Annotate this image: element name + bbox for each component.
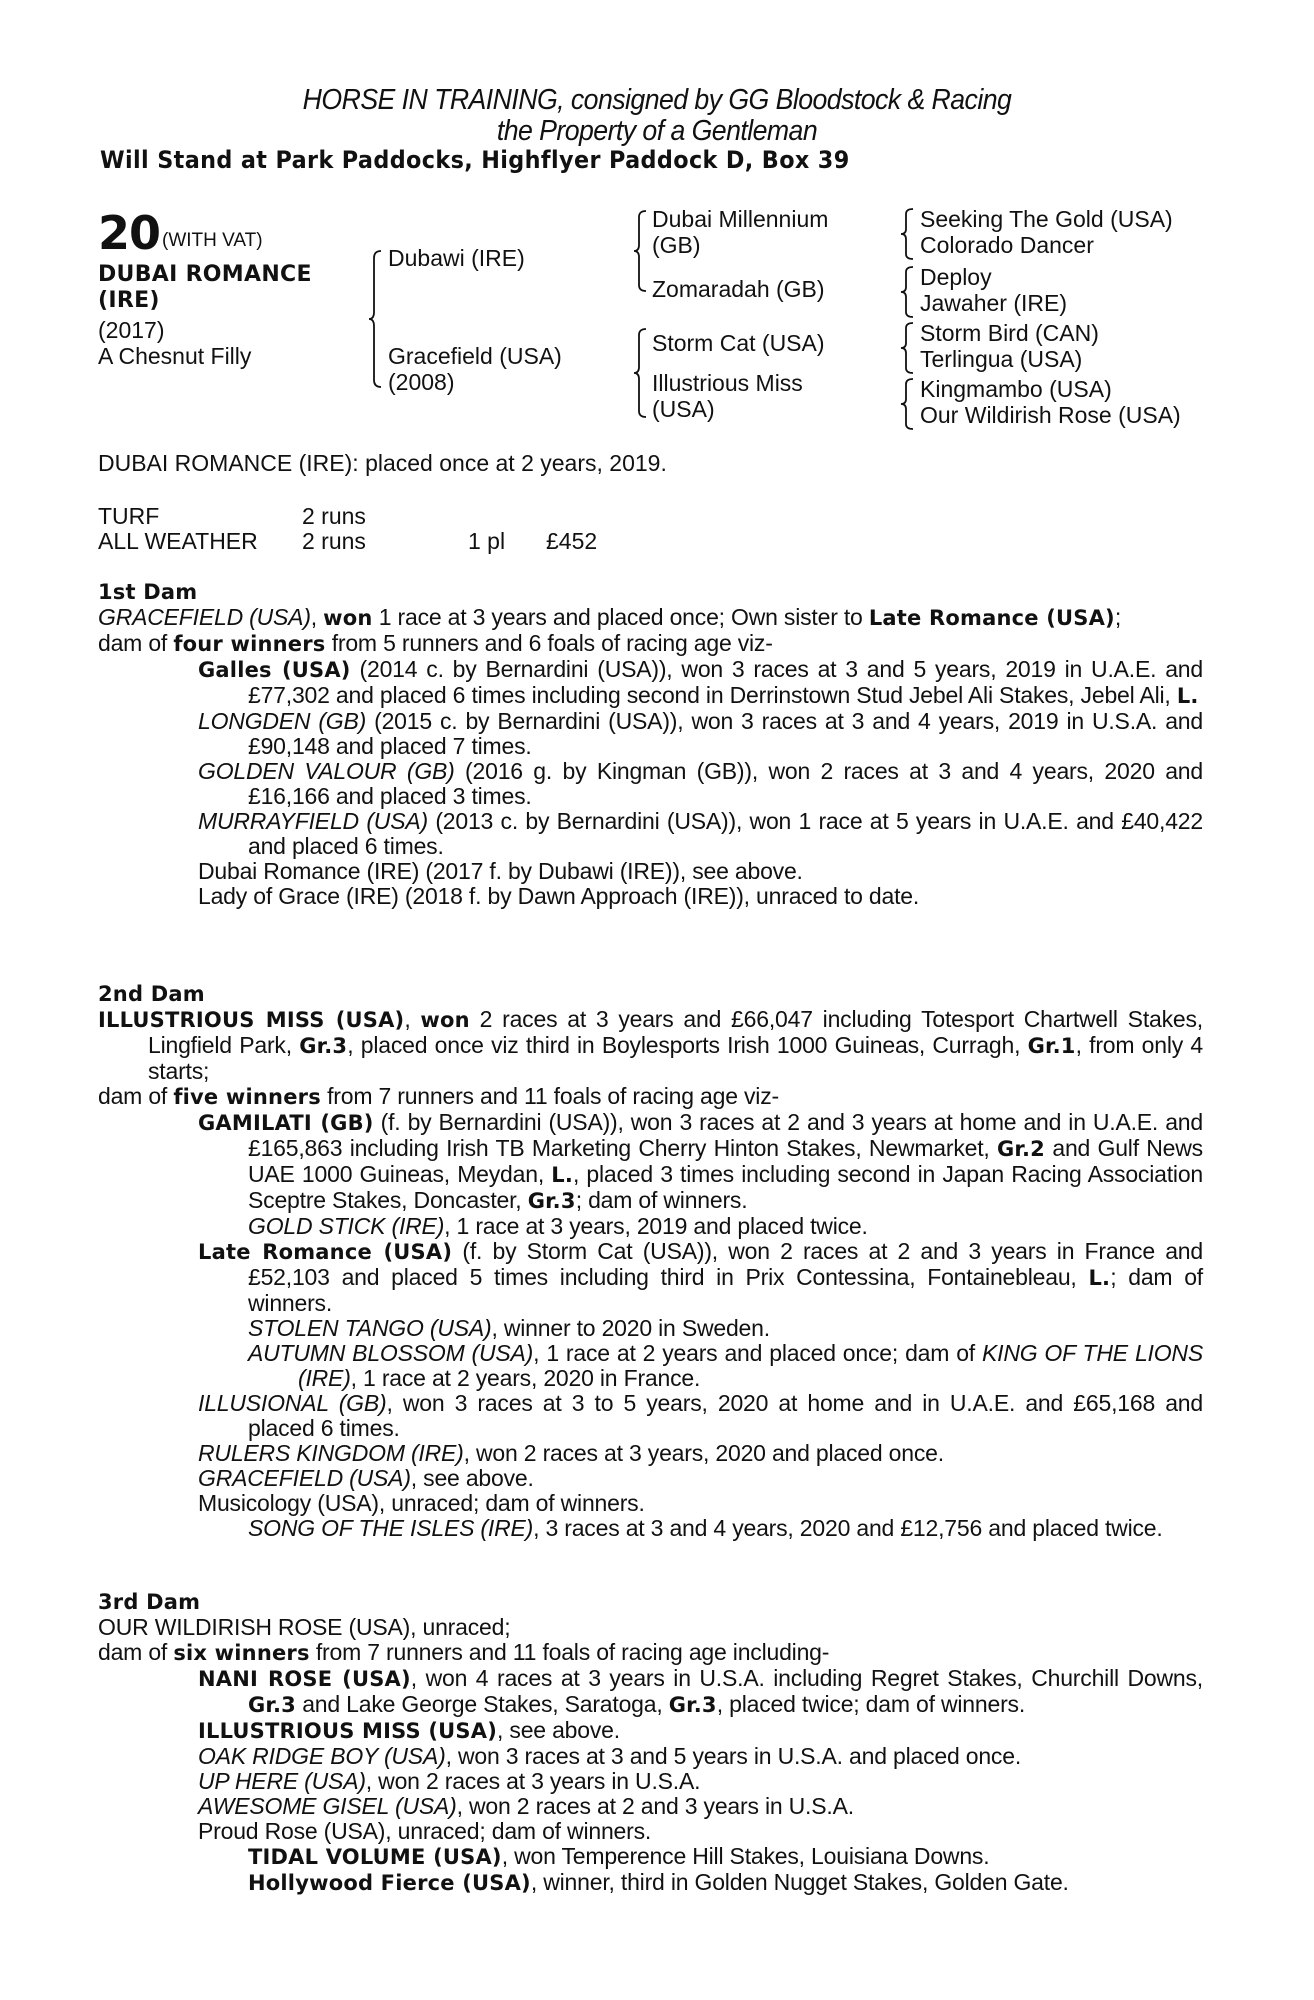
pedigree-sire: Dubawi (IRE) [388, 245, 525, 271]
pedigree-g3-dam-dam-sire: Kingmambo (USA) [920, 376, 1112, 402]
pedigree-entry [98, 884, 1203, 909]
pedigree-entry [98, 859, 1203, 884]
text-run: Musicology (USA), unraced; dam of winners. [198, 1490, 645, 1516]
record-prize: £452 [546, 528, 598, 554]
text-run: (2016 g. by Kingman (GB)), won 2 races at 3 and 4 years, 2020 and £16,166 and placed 3 times. [248, 758, 1203, 809]
italic-text: OAK RIDGE BOY (USA) [198, 1743, 446, 1769]
bold-text: Gr.3 [668, 1693, 717, 1717]
pedigree-entry [98, 1084, 1203, 1110]
text-run: dam of [98, 1639, 174, 1665]
pedigree-g3-sire-sire-sire: Seeking The Gold (USA) [920, 206, 1173, 232]
pedigree-entry [98, 1718, 1203, 1744]
pedigree-sire-sire: Dubai Millennium (GB) [652, 206, 829, 258]
pedigree-brace-g3-3 [900, 322, 914, 374]
record-runs: 2 runs [302, 503, 366, 529]
pedigree-entry [98, 1316, 1203, 1341]
text-run: , placed twice; dam of winners. [716, 1691, 1026, 1717]
text-run: , winner, third in Golden Nugget Stakes, Golden Gate. [530, 1869, 1069, 1895]
pedigree-entry [98, 1214, 1203, 1239]
section-title: 1st Dam [98, 580, 198, 604]
record-surface: TURF [98, 503, 160, 529]
text-run: , won 2 races at 3 years, 2020 and placed once. [463, 1440, 944, 1466]
italic-text: SONG OF THE ISLES (IRE) [248, 1515, 534, 1541]
text-run: , 1 race at 2 years and placed once; dam of [533, 1340, 982, 1366]
text-run: dam of [98, 1083, 174, 1109]
section-title: 3rd Dam [98, 1590, 201, 1614]
text-run: Dubai Romance (IRE) (2017 f. by Dubawi (IRE)), see above. [198, 858, 803, 884]
pedigree-entry [98, 1341, 1203, 1391]
pedigree-sire-dam: Zomaradah (GB) [652, 276, 825, 302]
text-run: , from only 4 starts; [148, 1032, 1203, 1084]
pedigree-dam: Gracefield (USA) [388, 343, 562, 369]
bold-text: six winners [173, 1641, 310, 1665]
third-dam-section [98, 1590, 1203, 1896]
pedigree-entry [98, 1870, 1203, 1896]
bold-text: four winners [173, 632, 326, 656]
pedigree-entry [98, 1110, 1203, 1214]
italic-text: GRACEFIELD (USA) [98, 604, 311, 630]
pedigree-brace-dam [633, 328, 647, 418]
pedigree-dam-sire: Storm Cat (USA) [652, 330, 825, 356]
pedigree-entry [98, 1239, 1203, 1316]
pedigree-g3-sire-dam-dam: Jawaher (IRE) [920, 290, 1067, 316]
pedigree-entry [98, 1007, 1203, 1084]
text-run: , see above. [410, 1465, 534, 1491]
pedigree-entry [98, 1640, 1203, 1666]
bold-text: won [323, 606, 373, 630]
stabling-location: Will Stand at Park Paddocks, Highflyer Paddock D, Box 39 [100, 146, 850, 174]
bold-text: L. [551, 1163, 573, 1187]
bold-text: Gr.2 [996, 1137, 1045, 1161]
italic-text: GOLDEN VALOUR (GB) [198, 758, 455, 784]
text-run: , won 2 races at 2 and 3 years in U.S.A. [456, 1793, 854, 1819]
pedigree-g3-dam-sire-sire: Storm Bird (CAN) [920, 320, 1099, 346]
bold-text: TIDAL VOLUME (USA) [248, 1845, 502, 1869]
pedigree-entry [98, 1391, 1203, 1441]
second-dam-section [98, 982, 1203, 1541]
record-placed: 1 pl [468, 528, 506, 554]
pedigree-entry [98, 631, 1203, 657]
italic-text: LONGDEN (GB) [198, 708, 367, 734]
text-run: from 5 runners and 6 foals of racing age viz- [325, 630, 773, 656]
pedigree-g3-sire-dam-sire: Deploy [920, 264, 992, 290]
bold-text: Galles (USA) [198, 658, 351, 682]
section-title: 2nd Dam [98, 982, 205, 1006]
record-surface: ALL WEATHER [98, 528, 258, 554]
text-run: dam of [98, 630, 174, 656]
pedigree-dam-year: (2008) [388, 369, 455, 395]
pedigree-g3-sire-sire-dam: Colorado Dancer [920, 232, 1094, 258]
italic-text: RULERS KINGDOM (IRE) [198, 1440, 464, 1466]
text-run: from 7 runners and 11 foals of racing age including- [309, 1639, 830, 1665]
italic-text: GRACEFIELD (USA) [198, 1465, 411, 1491]
pedigree-entry [98, 605, 1203, 631]
bold-text: five winners [173, 1085, 321, 1109]
text-run: , 1 race at 2 years, 2020 in France. [350, 1365, 701, 1391]
vat-note: (WITH VAT) [162, 230, 263, 251]
text-run: , won 3 races at 3 to 5 years, 2020 at home and in U.A.E. and £65,168 and placed 6 times. [248, 1390, 1203, 1441]
lot-number: 20 [98, 206, 161, 260]
text-run: Lady of Grace (IRE) (2018 f. by Dawn Approach (IRE)), unraced to date. [198, 883, 920, 909]
pedigree-g3-dam-sire-dam: Terlingua (USA) [920, 346, 1083, 372]
race-summary: DUBAI ROMANCE (IRE): placed once at 2 years, 2019. [98, 450, 667, 476]
pedigree-entry [98, 709, 1203, 759]
text-run: , [310, 604, 324, 630]
record-runs: 2 runs [302, 528, 366, 554]
bold-text: GAMILATI (GB) [198, 1111, 374, 1135]
bold-text: Gr.3 [248, 1693, 296, 1717]
pedigree-entry [98, 1491, 1203, 1516]
pedigree-entry [98, 1615, 1203, 1640]
italic-text: AUTUMN BLOSSOM (USA) [248, 1340, 534, 1366]
pedigree-entry [98, 809, 1203, 859]
text-run: OUR WILDIRISH ROSE (USA), unraced; [98, 1614, 511, 1640]
pedigree-brace-g3-4 [900, 378, 914, 430]
text-run: (2014 c. by Bernardini (USA)), won 3 races at 3 and 5 years, 2019 in U.A.E. and £77,302 and placed 6 times including second in Derrinstown Stud Jebel Ali Stakes, Jebel Ali, [248, 656, 1203, 708]
text-run: , won 4 races at 3 years in U.S.A. including Regret Stakes, Churchill Downs, [410, 1665, 1203, 1691]
text-run: , 1 race at 3 years, 2019 and placed twice. [444, 1213, 868, 1239]
text-run: (f. by Storm Cat (USA)), won 2 races at 2 and 3 years in France and £52,103 and placed 5 times including third in Prix Contessina, Fontainebleau, [248, 1238, 1203, 1290]
text-run: , won 3 races at 3 and 5 years in U.S.A. and placed once. [445, 1743, 1022, 1769]
italic-text: STOLEN TANGO (USA) [248, 1315, 492, 1341]
bold-text: won [420, 1008, 470, 1032]
text-run: 1 race at 3 years and placed once; Own sister to [372, 604, 869, 630]
bold-text: ILLUSTRIOUS MISS (USA) [198, 1719, 498, 1743]
text-run: , placed 3 times including second in Japan Racing Association Sceptre Stakes, Doncaster, [248, 1161, 1203, 1213]
text-run: , won Temperence Hill Stakes, Louisiana Downs. [501, 1843, 990, 1869]
text-run: , [404, 1006, 421, 1032]
italic-text: UP HERE (USA) [198, 1768, 366, 1794]
text-run: , placed once viz third in Boylesports Irish 1000 Guineas, Curragh, [347, 1032, 1028, 1058]
pedigree-entry [98, 1666, 1203, 1718]
text-run: and Gulf News UAE 1000 Guineas, Meydan, [248, 1135, 1203, 1187]
pedigree-entry [98, 657, 1203, 709]
property-heading: the Property of a Gentleman [496, 115, 818, 147]
text-run: ; dam of winners. [248, 1264, 1203, 1316]
horse-name: DUBAI ROMANCE (IRE) [98, 262, 312, 313]
bold-text: Gr.3 [299, 1034, 348, 1058]
pedigree-entry [98, 1466, 1203, 1491]
consignor-heading: HORSE IN TRAINING, consigned by GG Bloodstock & Racing [302, 84, 1012, 116]
text-run: , won 2 races at 3 years in U.S.A. [365, 1768, 701, 1794]
pedigree-entry [98, 759, 1203, 809]
text-run: , winner to 2020 in Sweden. [491, 1315, 770, 1341]
bold-text: Late Romance (USA) [198, 1240, 453, 1264]
first-dam-section [98, 580, 1203, 909]
pedigree-entry [98, 1516, 1203, 1541]
pedigree-entry [98, 1844, 1203, 1870]
bold-text: ILLUSTRIOUS MISS (USA) [98, 1008, 405, 1032]
bold-text: Late Romance (USA) [868, 606, 1115, 630]
bold-text: L. [1088, 1266, 1111, 1290]
pedigree-entry [98, 1441, 1203, 1466]
pedigree-entry [98, 1744, 1203, 1769]
text-run: ; [1114, 604, 1122, 630]
text-run: , see above. [497, 1717, 620, 1743]
italic-text: GOLD STICK (IRE) [248, 1213, 445, 1239]
italic-text: AWESOME GISEL (USA) [198, 1793, 457, 1819]
horse-description: A Chesnut Filly [98, 343, 252, 369]
pedigree-brace-sire [633, 210, 647, 292]
pedigree-brace-g3-2 [900, 266, 914, 318]
italic-text: KING OF THE LIONS (IRE) [298, 1340, 1203, 1391]
pedigree-g3-dam-dam-dam: Our Wildirish Rose (USA) [920, 402, 1181, 428]
italic-text: ILLUSIONAL (GB) [198, 1390, 387, 1416]
bold-text: L. [1176, 684, 1199, 708]
bold-text: Gr.1 [1027, 1034, 1076, 1058]
bold-text: Hollywood Fierce (USA) [248, 1871, 531, 1895]
text-run: (2013 c. by Bernardini (USA)), won 1 race at 5 years in U.A.E. and £40,422 and placed 6 times. [248, 808, 1203, 859]
pedigree-entry [98, 1794, 1203, 1819]
italic-text: MURRAYFIELD (USA) [198, 808, 428, 834]
text-run: (f. by Bernardini (USA)), won 3 races at 2 and 3 years at home and in U.A.E. and £165,863 including Irish TB Marketing Cherry Hinton Stakes, Newmarket, [248, 1109, 1203, 1161]
pedigree-brace-g3-1 [900, 208, 914, 260]
pedigree-dam-dam: Illustrious Miss (USA) [652, 370, 803, 422]
bold-text: Gr.3 [527, 1189, 576, 1213]
text-run: ; dam of winners. [575, 1187, 748, 1213]
text-run: from 7 runners and 11 foals of racing age viz- [320, 1083, 779, 1109]
text-run: and Lake George Stakes, Saratoga, [296, 1691, 669, 1717]
text-run: (2015 c. by Bernardini (USA)), won 3 races at 3 and 4 years, 2019 in U.S.A. and £90,148 and placed 7 times. [248, 708, 1203, 759]
text-run: , 3 races at 3 and 4 years, 2020 and £12,756 and placed twice. [533, 1515, 1163, 1541]
text-run: Proud Rose (USA), unraced; dam of winners. [198, 1818, 652, 1844]
pedigree-entry [98, 1819, 1203, 1844]
text-run: 2 races at 3 years and £66,047 including Totesport Chartwell Stakes, Lingfield Park, [148, 1006, 1203, 1058]
foaling-year: (2017) [98, 317, 165, 343]
pedigree-brace-gen1 [368, 250, 382, 388]
bold-text: NANI ROSE (USA) [198, 1667, 411, 1691]
pedigree-entry [98, 1769, 1203, 1794]
